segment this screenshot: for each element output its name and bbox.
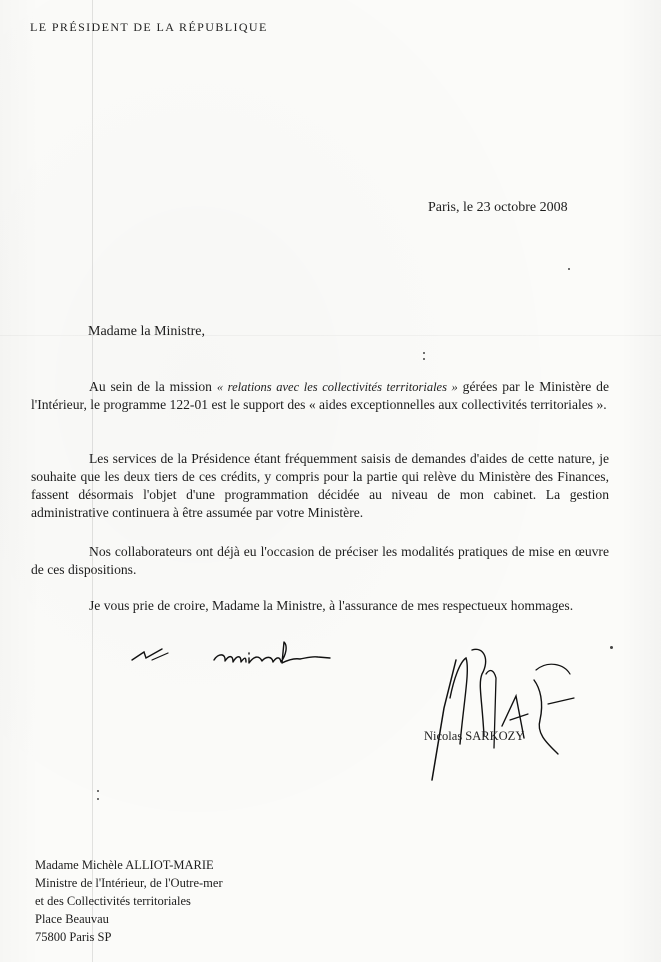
paragraph-1-start: Au sein de la mission: [89, 379, 217, 394]
scan-speck: [97, 798, 99, 800]
scan-speck: [423, 358, 425, 360]
signature: [398, 640, 588, 790]
paragraph-3: Nos collaborateurs ont déjà eu l'occasion de préciser les modalités pratiques de mise en œuvre de ces dispositions.: [31, 544, 609, 577]
scan-speck: [423, 352, 425, 354]
paragraph-1-end: gérées par le Ministère de l'Intérieur, le programme 122-01 est le support des « aides exceptionnelles aux collectivités territoriales ».: [31, 379, 609, 412]
scan-speck: [97, 790, 99, 792]
letter-date: Paris, le 23 octobre 2008: [428, 200, 568, 215]
paragraph-2: Les services de la Présidence étant fréquemment saisis de demandes d'aides de cette nature, je souhaite que les deux tiers de ces crédits, y compris pour la partie qui relève du Ministère des Finances, fassent désormais l'objet d'une programmation décidée au niveau de mon cabinet. La gestion administrative continuera à être assumée par votre Ministère.: [31, 451, 609, 520]
mission-name: « relations avec les collectivités territoriales »: [216, 380, 458, 394]
paragraph-1: [31, 378, 609, 414]
handwritten-note: [128, 636, 368, 676]
letterhead: LE PRÉSIDENT DE LA RÉPUBLIQUE: [30, 20, 268, 34]
addressee-title: Ministre de l'Intérieur, de l'Outre-mer: [35, 876, 223, 890]
paragraph-4: Je vous prie de croire, Madame la Ministre, à l'assurance de mes respectueux hommages.: [89, 598, 574, 613]
addressee-street: Place Beauvau: [35, 912, 109, 926]
scan-speck: [610, 646, 613, 649]
addressee-block: [35, 856, 223, 946]
addressee-city: 75800 Paris SP: [35, 930, 112, 944]
signer-name: Nicolas SARKOZY: [424, 729, 525, 743]
addressee-title-cont: et des Collectivités territoriales: [35, 894, 191, 908]
addressee-name: Madame Michèle ALLIOT-MARIE: [35, 858, 214, 872]
salutation: Madame la Ministre,: [88, 324, 206, 339]
scan-speck: [568, 268, 570, 270]
